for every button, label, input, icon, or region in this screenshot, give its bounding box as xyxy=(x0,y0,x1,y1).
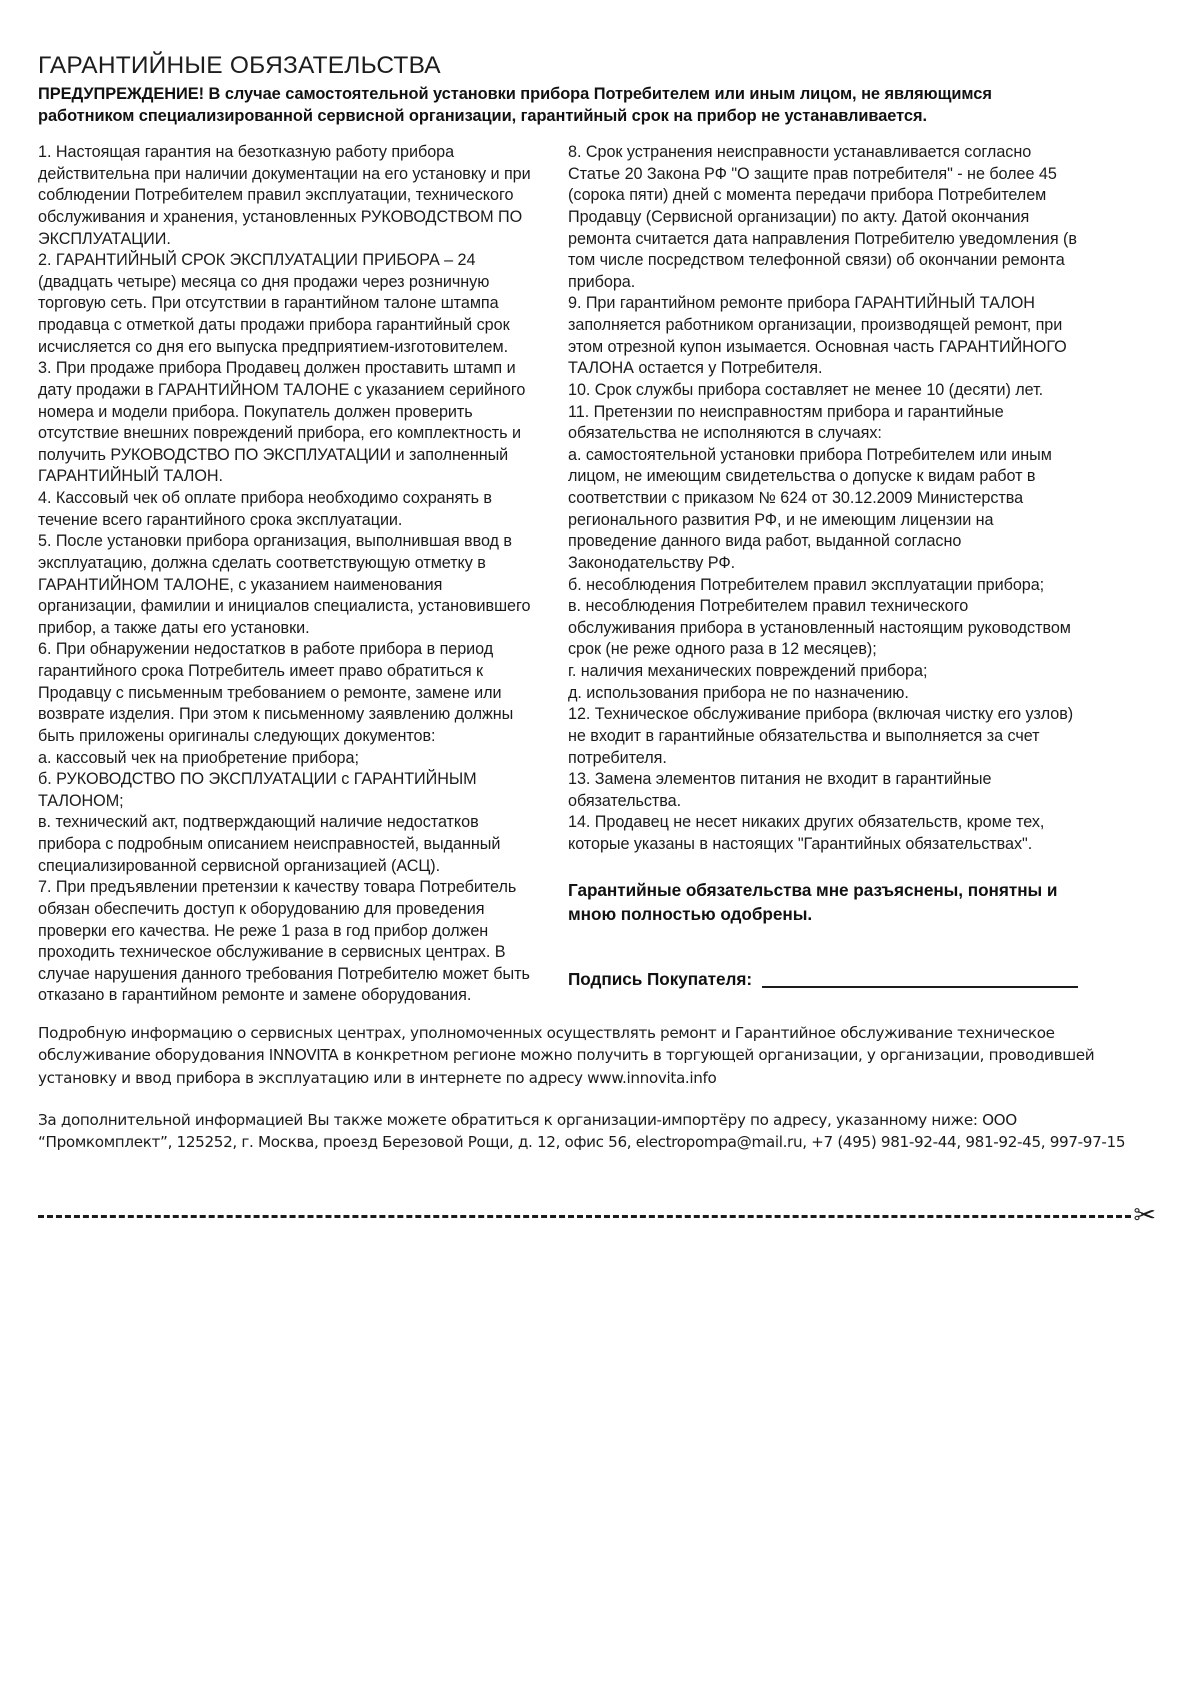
clause-item: 1. Настоящая гарантия на безотказную работу прибора действительна при наличии документации на его установку и при соблюдении Потребителем правил эксплуатации, технического обслуживания и хранения, установленных РУКОВОДСТВОМ ПО ЭКСПЛУАТАЦИИ. xyxy=(38,143,531,248)
clause-item: 8. Срок устранения неисправности устанавливается согласно Статье 20 Закона РФ "О защите прав потребителя" - не более 45 (сорока пяти) дней с момента передачи прибора Потребителем Продавцу (Сервисной организации) по акту. Датой окончания ремонта считается дата направления Потребителю уведомления (в том числе посредством телефонной связи) об окончании ремонта прибора. xyxy=(568,143,1077,291)
clause-item: 10. Срок службы прибора составляет не менее 10 (десяти) лет. xyxy=(568,380,1044,399)
cut-here-row xyxy=(38,1200,1156,1232)
clause-item: 2. ГАРАНТИЙНЫЙ СРОК ЭКСПЛУАТАЦИИ ПРИБОРА – 24 (двадцать четыре) месяца со дня продажи через розничную торговую сеть. При отсутствии в гарантийном талоне штампа продавца с отметкой даты продажи прибора гарантийный срок исчисляется со дня его выпуска предприятием-изготовителем. xyxy=(38,251,510,356)
dashed-cut-line xyxy=(38,1215,1131,1218)
clause-item: 14. Продавец не несет никаких других обязательств, кроме тех, которые указаны в настоящих "Гарантийных обязательствах". xyxy=(568,813,1045,853)
signature-line[interactable] xyxy=(762,986,1078,988)
clause-item: г. наличия механических повреждений прибора; xyxy=(568,662,928,680)
clause-item: 7. При предъявлении претензии к качеству товара Потребитель обязан обеспечить доступ к оборудованию для проведения проверки его качества. Не реже 1 раза в год прибор должен проходить техническое обслуживание в сервисных центрах. В случае нарушения данного требования Потребителю может быть отказано в гарантийном ремонте и замене оборудования. xyxy=(38,878,530,1005)
clause-item: в. несоблюдения Потребителем правил технического обслуживания прибора в установленный настоящим руководством срок (не реже одного раза в 12 месяцев); xyxy=(568,597,1071,659)
warning-notice: ПРЕДУПРЕЖДЕНИЕ! В случае самостоятельной установки прибора Потребителем или иным лицом, не являющимся работником специализированной сервисной организации, гарантийный срок на прибор не устанавливается. xyxy=(38,85,992,125)
clause-item: б. РУКОВОДСТВО ПО ЭКСПЛУАТАЦИИ с ГАРАНТИЙНЫМ ТАЛОНОМ; xyxy=(38,770,477,810)
signature-row xyxy=(568,968,1078,991)
footer-info xyxy=(38,1022,1148,1154)
clause-item: 5. После установки прибора организация, выполнившая ввод в эксплуатацию, должна сделать соответствующую отметку в ГАРАНТИЙНОМ ТАЛОНЕ, с указанием наименования организации, фамилии и инициалов специалиста, установившего прибор, а также даты его установки. xyxy=(38,532,531,637)
clause-item: 12. Техническое обслуживание прибора (включая чистку его узлов) не входит в гарантийные обязательства и выполняется за счет потребителя. xyxy=(568,705,1074,767)
clause-item: д. использования прибора не по назначению. xyxy=(568,683,909,702)
clause-item: а. самостоятельной установки прибора Потребителем или иным лицом, не имеющим свидетельства о допуске к видам работ в соответствии с приказом № 624 от 30.12.2009 Министерства регионального развития РФ, и не имеющим лицензии на проведение данного вида работ, выданной согласно Законодательству РФ. xyxy=(568,445,1052,572)
clause-item: 4. Кассовый чек об оплате прибора необходимо сохранять в течение всего гарантийного срока эксплуатации. xyxy=(38,489,492,529)
clause-item: 11. Претензии по неисправностям прибора и гарантийные обязательства не исполняются в случаях: xyxy=(568,402,1004,443)
scissors-icon: ✂ xyxy=(1133,1199,1156,1230)
clause-item: 6. При обнаружении недостатков в работе прибора в период гарантийного срока Потребитель имеет право обратиться к Продавцу с письменным требованием о ремонте, замене или возврате изделия. При этом к письменному заявлению должны быть приложены оригиналы следующих документов: xyxy=(38,640,514,745)
page-title: ГАРАНТИЙНЫЕ ОБЯЗАТЕЛЬСТВА xyxy=(38,52,441,80)
clause-item: в. технический акт, подтверждающий наличие недостатков прибора с подробным описанием неисправностей, выданный специализированной сервисной организацией (АСЦ). xyxy=(38,813,501,875)
signature-label: Подпись Покупателя: xyxy=(568,968,753,989)
clauses-column-left xyxy=(38,142,538,1007)
clause-item: 13. Замена элементов питания не входит в гарантийные обязательства. xyxy=(568,770,992,810)
clauses-column-right xyxy=(568,142,1078,991)
clause-item: а. кассовый чек на приобретение прибора; xyxy=(38,748,359,767)
approval-statement: Гарантийные обязательства мне разъяснены, понятны и мною полностью одобрены. xyxy=(568,879,1058,924)
clause-item: б. несоблюдения Потребителем правил эксплуатации прибора; xyxy=(568,575,1045,594)
clause-item: 3. При продаже прибора Продавец должен проставить штамп и дату продажи в ГАРАНТИЙНОМ ТАЛОНЕ с указанием серийного номера и модели прибора. Покупатель должен проверить отсутствие внешних повреждений прибора, его комплектность и получить РУКОВОДСТВО ПО ЭКСПЛУАТАЦИИ и заполненный ГАРАНТИЙНЫЙ ТАЛОН. xyxy=(38,359,526,486)
footer-paragraph: За дополнительной информацией Вы также можете обратиться к организации-импортёру по адресу, указанному ниже: ООО “Промкомплект”, 125252, г. Москва, проезд Березовой Рощи, д. 12, офис 56, electropompa@mail.ru, +7 (495) 981-92-44, 981-92-45, 997-97-15 xyxy=(38,1111,1126,1152)
clause-item: 9. При гарантийном ремонте прибора ГАРАНТИЙНЫЙ ТАЛОН заполняется работником организации, производящей ремонт, при этом отрезной купон изымается. Основная часть ГАРАНТИЙНОГО ТАЛОНА остается у Потребителя. xyxy=(568,294,1067,378)
footer-paragraph: Подробную информацию о сервисных центрах, уполномоченных осуществлять ремонт и Гарантийное обслуживание техническое обслуживание оборудования INNOVITA в конкретном регионе можно получить в торгующей организации, у организации, проводившей установку и ввод прибора в эксплуатацию или в интернете по адресу www.innovita.info xyxy=(38,1024,1095,1087)
